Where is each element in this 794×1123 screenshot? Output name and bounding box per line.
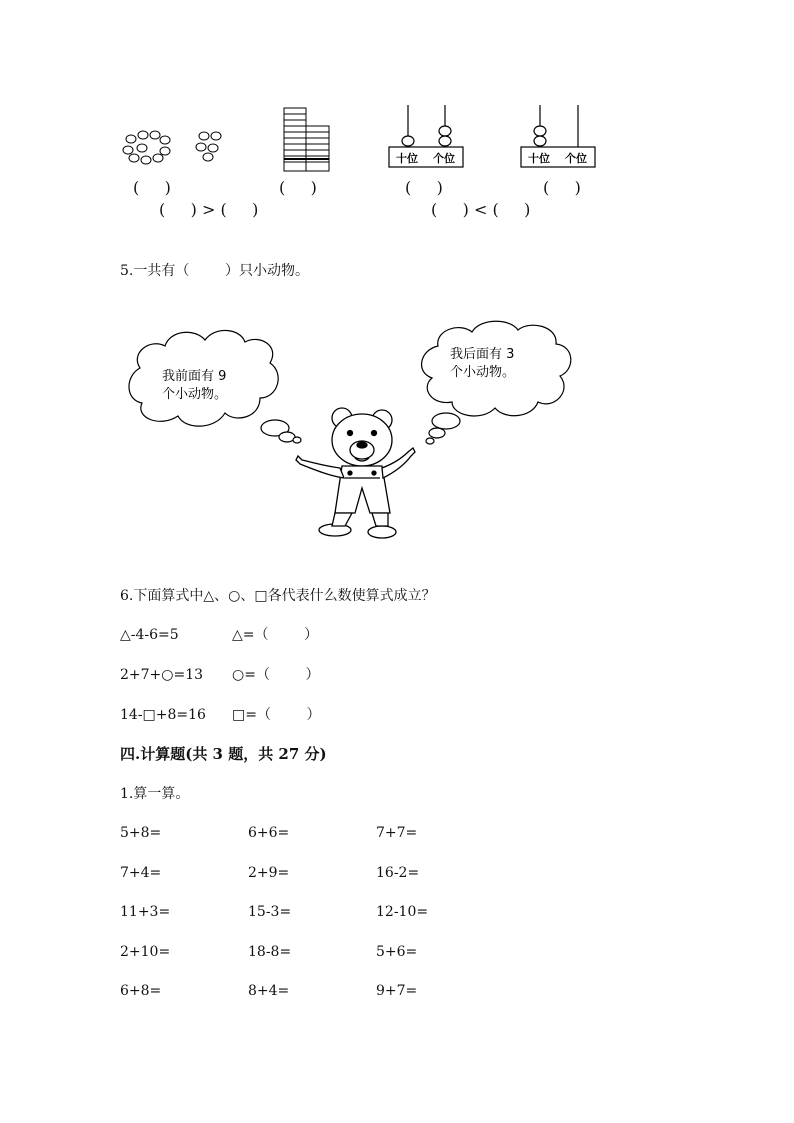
- calc-item: 9+7=: [376, 983, 418, 999]
- calc-item: 7+4=: [120, 865, 162, 881]
- circle-group-ten: [123, 131, 170, 164]
- bubble-left-line2: 个小动物。: [162, 387, 228, 402]
- calc-item: 2+10=: [120, 944, 171, 960]
- compare-greater[interactable]: ( ) > ( ): [159, 200, 259, 219]
- section-4-heading: 四.计算题(共 3 题，共 27 分): [120, 745, 327, 763]
- abacus-left-ones-label: 个位: [433, 152, 455, 165]
- bubble-right-line2: 个小动物。: [450, 365, 516, 380]
- calc-item: 6+8=: [120, 983, 162, 999]
- calc-item: 11+3=: [120, 904, 171, 920]
- calc-item: 18-8=: [248, 944, 292, 960]
- abacus-left-tens-label: 十位: [396, 152, 418, 165]
- abacus-right-tens-label: 十位: [528, 152, 550, 165]
- bubble-right-line1: 我后面有 3: [450, 347, 515, 362]
- section-4-q1-title: 1.算一算。: [120, 786, 190, 802]
- calc-item: 12-10=: [376, 904, 429, 920]
- q6-answer-triangle[interactable]: △=（ ）: [232, 627, 319, 643]
- bear-illustration: [120, 318, 600, 548]
- circle-group-five: [196, 132, 221, 161]
- abacus-right-ones-label: 个位: [565, 152, 587, 165]
- counting-figures: [0, 95, 794, 185]
- calc-item: 2+9=: [248, 865, 290, 881]
- question-6: 6.下面算式中△、○、□各代表什么数使算式成立？: [120, 588, 436, 604]
- blank-abacus-right[interactable]: ( ): [543, 178, 581, 197]
- q6-answer-circle[interactable]: ○=（ ）: [232, 667, 320, 683]
- bear-figure: [296, 408, 415, 538]
- calc-item: 8+4=: [248, 983, 290, 999]
- q6-answer-square[interactable]: □=（ ）: [232, 707, 321, 723]
- calc-item: 7+7=: [376, 825, 418, 841]
- calc-item: 6+6=: [248, 825, 290, 841]
- calc-item: 16-2=: [376, 865, 420, 881]
- bubble-left-line1: 我前面有 9: [162, 369, 227, 384]
- calc-item: 15-3=: [248, 904, 292, 920]
- blank-group-ten[interactable]: ( ): [133, 178, 171, 197]
- stacked-sticks: [284, 108, 329, 171]
- compare-less[interactable]: ( ) < ( ): [431, 200, 531, 219]
- blank-abacus-left[interactable]: ( ): [405, 178, 443, 197]
- q6-equation-square: 14-□+8=16: [120, 707, 206, 723]
- q6-equation-circle: 2+7+○=13: [120, 667, 204, 683]
- calc-item: 5+6=: [376, 944, 418, 960]
- q6-equation-triangle: △-4-6=5: [120, 627, 179, 643]
- blank-sticks[interactable]: ( ): [279, 178, 317, 197]
- calc-item: 5+8=: [120, 825, 162, 841]
- question-5: 5.一共有（ ）只小动物。: [120, 263, 309, 279]
